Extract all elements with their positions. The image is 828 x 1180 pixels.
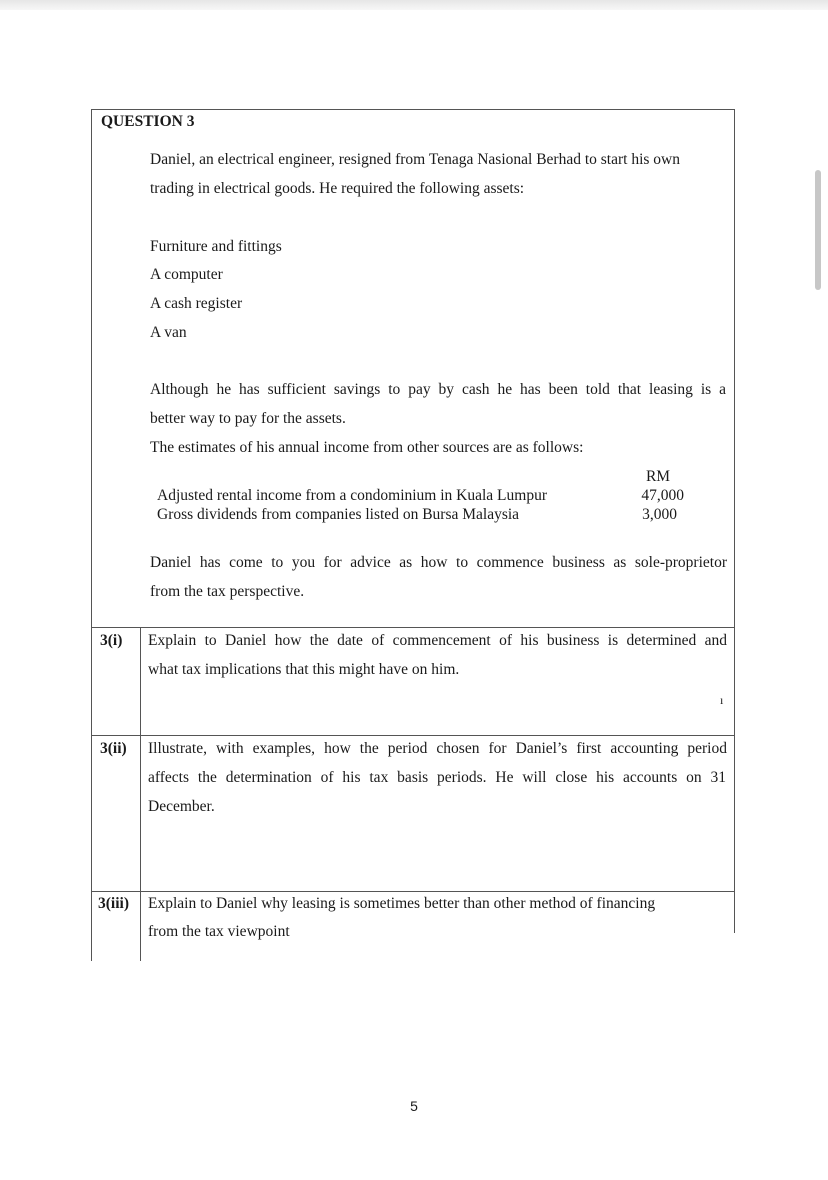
row-divider-3i [91, 627, 735, 628]
list-item: A computer [150, 266, 223, 283]
income-row-label: Gross dividends from companies listed on Bursa Malaysia [157, 506, 520, 523]
advice-line-1: Daniel has come to you for advice as how to commence business as sole-proprietor [150, 554, 727, 571]
part-label-3ii: 3(ii) [100, 740, 127, 757]
list-item: Furniture and fittings [150, 238, 282, 255]
income-row-amount: 3,000 [642, 506, 677, 523]
income-row-amount: 47,000 [641, 487, 684, 504]
advice-line-2: from the tax perspective. [150, 583, 305, 600]
intro-line-2: trading in electrical goods. He required the following assets: [150, 180, 525, 197]
part-3ii-line-2: affects the determination of his tax basis periods. He will close his accounts on 31 [148, 769, 726, 786]
leasing-line-1: Although he has sufficient savings to pay by cash he has been told that leasing is a [150, 381, 726, 398]
stray-mark: ı [720, 693, 724, 707]
table-border-left [91, 109, 92, 961]
table-border-top [91, 109, 735, 110]
row-divider-3ii [91, 735, 735, 736]
part-3ii-line-1: Illustrate, with examples, how the period chosen for Daniel’s first accounting period [148, 740, 727, 757]
part-3iii-line-1: Explain to Daniel why leasing is sometimes better than other method of financing [148, 895, 656, 912]
page-number: 5 [410, 1098, 418, 1114]
list-item: A cash register [150, 295, 243, 312]
leasing-line-3: The estimates of his annual income from other sources are as follows: [150, 439, 584, 456]
part-3ii-line-3: December. [148, 798, 215, 815]
column-divider [140, 627, 141, 961]
currency-header: RM [645, 468, 671, 485]
part-3i-line-2: what tax implications that this might have on him. [148, 661, 460, 678]
income-row-label: Adjusted rental income from a condominium in Kuala Lumpur [157, 487, 547, 504]
list-item: A van [150, 324, 187, 341]
part-3i-line-1: Explain to Daniel how the date of commencement of his business is determined and [148, 632, 727, 649]
question-heading: QUESTION 3 [101, 113, 195, 130]
scrollbar-thumb[interactable] [815, 170, 821, 290]
leasing-line-2: better way to pay for the assets. [150, 410, 346, 427]
row-divider-3iii [91, 891, 735, 892]
part-3iii-line-2: from the tax viewpoint [148, 923, 290, 940]
table-border-right [734, 109, 735, 933]
part-label-3iii: 3(iii) [98, 895, 129, 912]
viewer-top-bar [0, 0, 828, 10]
intro-line-1: Daniel, an electrical engineer, resigned from Tenaga Nasional Berhad to start his own [150, 151, 680, 168]
part-label-3i: 3(i) [100, 632, 123, 649]
